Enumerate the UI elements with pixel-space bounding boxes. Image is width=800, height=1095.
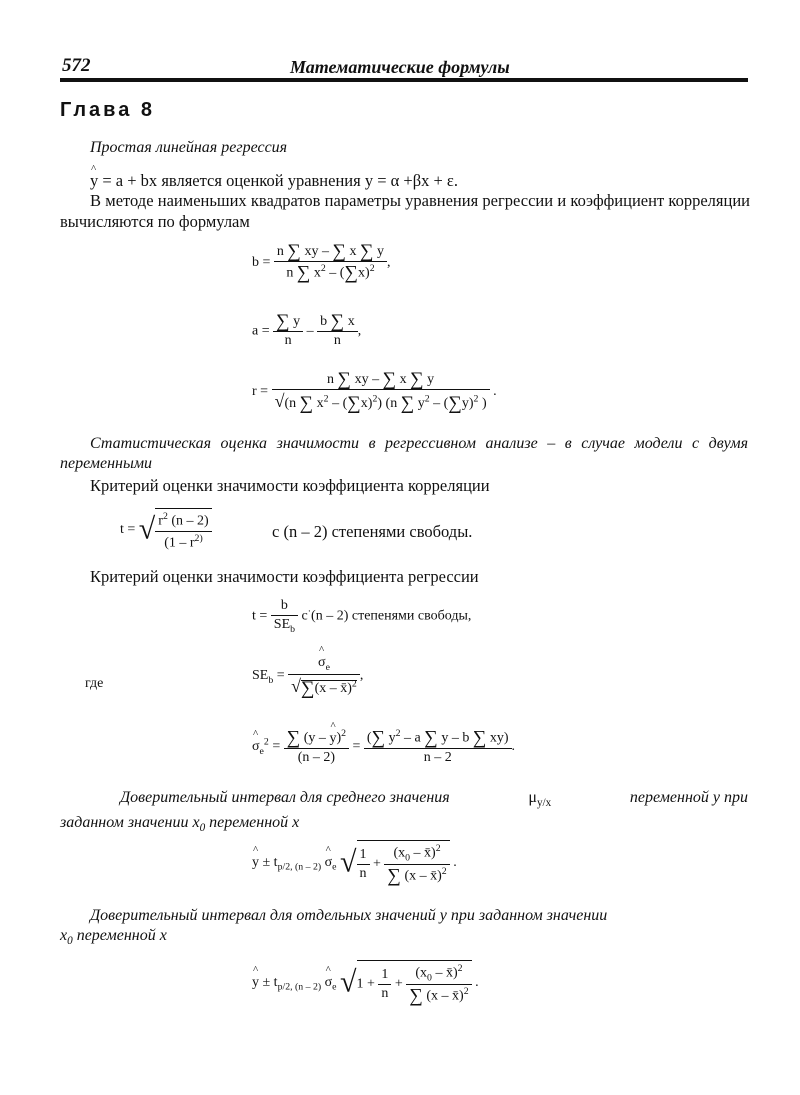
degrees-freedom-2: (n – 2) степенями свободы, bbox=[311, 608, 472, 624]
formula-ci-individual: ^ $y \pm t_{p/2, (n - 2)}$ ^ $\sigma_e$ √1 + $\frac{1}{n}$ + $\frac{(x_0 - x̄)^2}{\sum (x - x̄)^2}$ . bbox=[252, 960, 479, 1005]
formula-sigma-e: ^ $\sigma_e^2$ = $\frac{\sum (y - \^{} y)^2}{(n - 2)}$ = $\frac{(\sum y^2 - a \sum y - b \sum xy)}{n - 2}$ . bbox=[252, 728, 515, 766]
regression-estimate-line: ^ y = a + bx является оценкой уравнения y = α +βx + ε. bbox=[90, 170, 458, 191]
header-rule bbox=[60, 78, 748, 82]
least-squares-paragraph: В методе наименьших квадратов параметры уравнения регрессии и коэффициент корреляции вычисляются по формулам bbox=[60, 191, 750, 231]
formula-t-regression: t = $\frac{b}{SE_b}$ c·(n – 2) степенями свободы, bbox=[252, 598, 472, 635]
criterion-correlation: Критерий оценки значимости коэффициента корреляции bbox=[90, 476, 490, 495]
running-title: Математические формулы bbox=[290, 57, 510, 77]
estimate-text: является оценкой уравнения bbox=[161, 171, 361, 190]
criterion-regression: Критерий оценки значимости коэффициента регрессии bbox=[90, 567, 479, 586]
formula-t-correlation: t = √ $\frac{r^2 (n - 2)}{(1 - r^{2)}}$ bbox=[120, 508, 212, 551]
where-label: где bbox=[85, 676, 104, 691]
y-hat: ^ y bbox=[90, 170, 98, 191]
section-title-simple-regression: Простая линейная регрессия bbox=[90, 139, 288, 156]
section-title-ci-mean: Доверительный интервал для среднего значения $\mu_{y/x}$ переменной у при заданном значении $x_0$ переменной х bbox=[60, 789, 748, 835]
formula-b: b = $\frac{n \sum xy - \sum x \sum y}{n \sum x^2 - (\sum x)^2}$ , bbox=[252, 241, 391, 284]
section-title-significance: Статистическая оценка значимости в регрессивном анализе – в случае модели с двумя переменными bbox=[60, 435, 748, 472]
page-number: 572 bbox=[62, 55, 91, 76]
formula-ci-mean: ^ $y \pm t_{p/2, (n - 2)}$ ^ $\sigma_e$ √ $\frac{1}{n}$ + $\frac{(x_0 - x̄)^2}{\sum (x - x̄)^2}$ . bbox=[252, 840, 457, 885]
section-title-ci-individual: Доверительный интервал для отдельных значений у при заданном значении $x_0$ переменной х bbox=[60, 907, 608, 948]
formula-a: a = $\frac{\sum y}{n}$ – $\frac{b \sum x}{n}$ , bbox=[252, 311, 362, 348]
formula-seb: $SE_b$ = ^ $\frac{\sigma_e}{√\sum(x - x̄)^2}$ , bbox=[252, 655, 363, 697]
formula-r: r = $\frac{n \sum xy - \sum x \sum y}{√(n \sum x^2 - (\sum x)^2) (n \sum y^2 - (\sum y)^2 )}$ . bbox=[252, 369, 497, 414]
chapter-title: Глава 8 bbox=[60, 99, 156, 121]
degrees-freedom-1: с (n – 2) степенями свободы. bbox=[272, 522, 473, 541]
